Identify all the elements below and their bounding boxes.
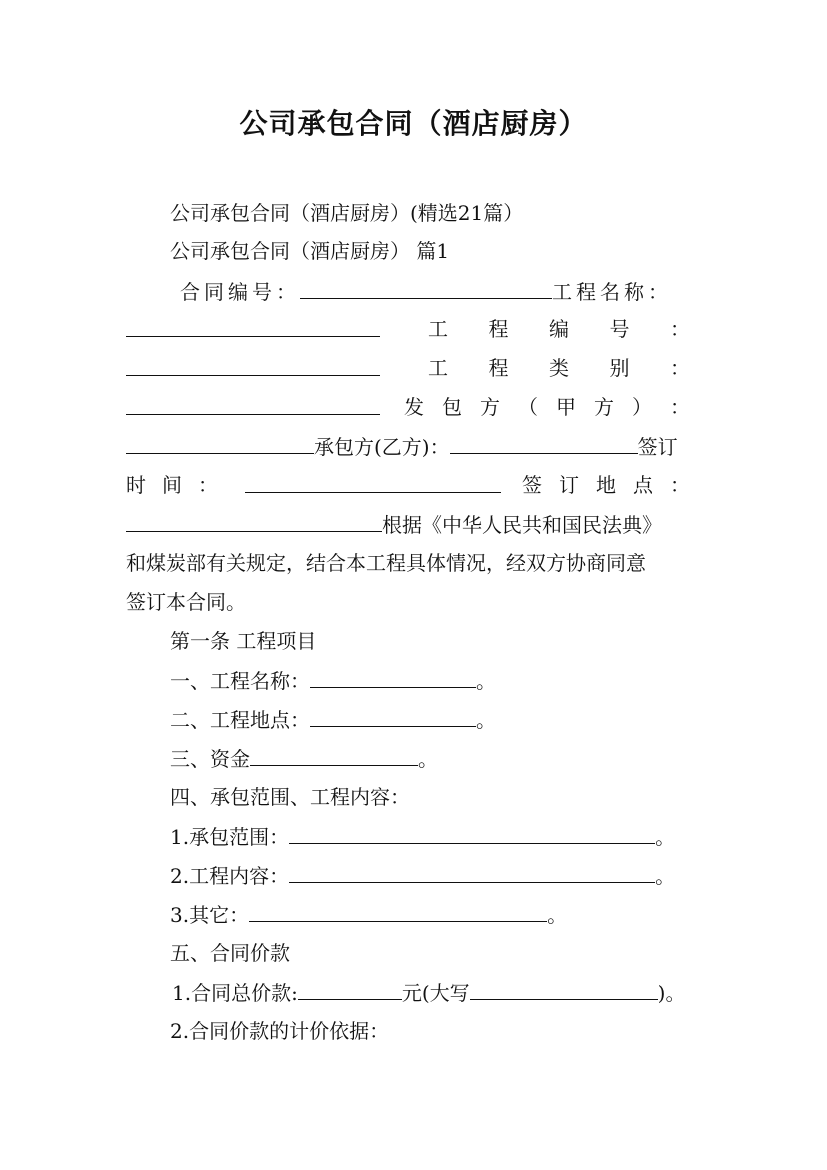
item-scope: 1.承包范围： 。 (170, 825, 676, 849)
item-funds-blank (250, 745, 418, 766)
contract-number-label: 合同编号： (180, 280, 300, 304)
contract-number-blank (300, 278, 552, 299)
project-type-label: 工 程 类 别 ： (428, 356, 690, 380)
basis-end: 签订本合同。 (126, 590, 246, 614)
item-other-blank (249, 901, 547, 922)
basis-continuation: 和煤炭部有关规定，结合本工程具体情况，经双方协商同意 (126, 551, 646, 575)
item-content-blank (289, 862, 655, 883)
item-scope-heading: 四、承包范围、工程内容： (170, 785, 410, 809)
article-1-heading: 第一条 工程项目 (170, 629, 317, 653)
sign-place-label: 签 订 地 点 ： (522, 473, 690, 497)
project-name-blank-line (126, 316, 380, 343)
item-project-location-blank (310, 706, 476, 727)
item-project-name-blank (310, 667, 476, 688)
project-type-blank (126, 394, 380, 415)
basis-text: 根据《中华人民共和国民法典》 (382, 513, 662, 537)
project-number-blank (126, 355, 380, 376)
sign-time-label: 时 间 ： (126, 473, 218, 497)
item-price-basis: 2.合同价款的计价依据： (170, 1019, 390, 1043)
document-title: 公司承包合同（酒店厨房） (239, 107, 588, 140)
project-number-label: 工 程 编 号 ： (428, 317, 690, 341)
item-project-name: 一、工程名称： 。 (170, 669, 496, 693)
contract-number-line (180, 278, 672, 305)
project-number-blank-line (126, 355, 380, 382)
party-a-blank (126, 433, 314, 454)
project-name-blank (126, 316, 380, 337)
project-name-label: 工程名称： (552, 280, 672, 304)
sign-time-blank-line (245, 472, 501, 499)
item-total-price-capital-blank (470, 979, 658, 1000)
item-funds: 三、资金 。 (170, 747, 438, 771)
party-b-label: 承包方(乙方)： (314, 435, 450, 459)
section-heading: 公司承包合同（酒店厨房） 篇1 (170, 239, 450, 263)
item-total-price: 1.合同总价款: 元(大写 )。 (172, 981, 686, 1005)
item-content: 2.工程内容： 。 (170, 864, 676, 888)
item-scope-blank (289, 823, 655, 844)
basis-line (126, 511, 662, 538)
party-b-line (126, 433, 678, 460)
item-price-heading: 五、合同价款 (170, 941, 290, 965)
party-a-label: 发 包 方 （ 甲 方 ） ： (404, 395, 690, 419)
sign-place-blank (126, 511, 382, 532)
sign-time-blank (245, 472, 501, 493)
sign-time-label-start: 签订 (637, 435, 678, 459)
subtitle: 公司承包合同（酒店厨房）(精选21篇） (170, 201, 524, 225)
item-total-price-blank (298, 979, 402, 1000)
party-b-blank (450, 433, 638, 454)
project-type-blank-line (126, 394, 380, 421)
item-project-location: 二、工程地点： 。 (170, 708, 496, 732)
item-other: 3.其它： 。 (170, 903, 568, 927)
